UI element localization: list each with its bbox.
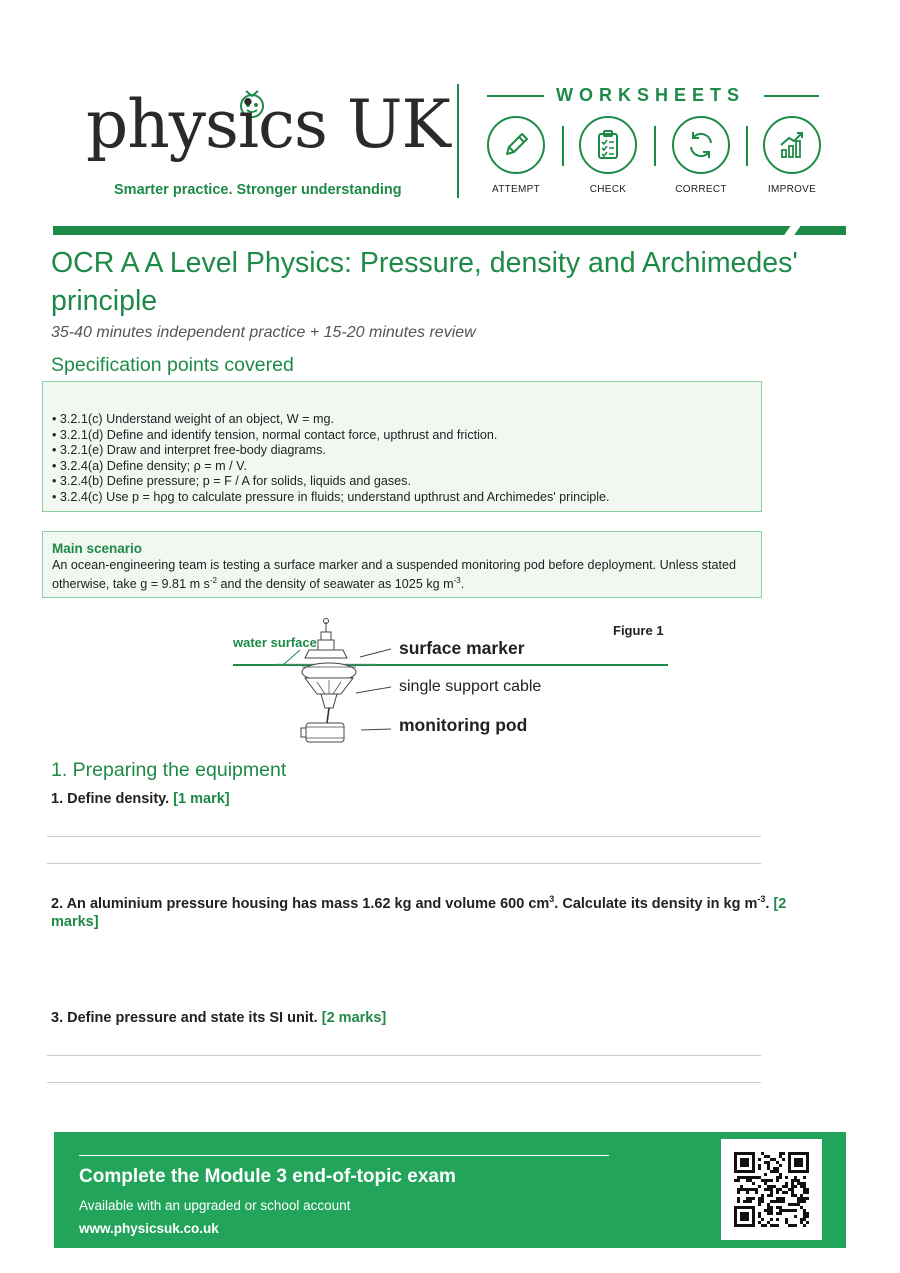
scenario-text xyxy=(52,557,752,592)
answer-line[interactable] xyxy=(47,1055,761,1056)
step-divider xyxy=(562,126,564,166)
water-surface-label: water surface xyxy=(233,635,317,650)
answer-line[interactable] xyxy=(47,1082,761,1083)
logo-text: physics UK xyxy=(86,86,450,163)
question-1 xyxy=(51,791,230,807)
worksheets-title: WORKSHEETS xyxy=(556,85,746,105)
step-label-check: CHECK xyxy=(589,184,627,195)
clipboard-check-icon xyxy=(591,128,625,162)
scenario-sup: -2 xyxy=(209,576,217,585)
figure-caption: Figure 1 xyxy=(613,623,664,638)
worksheets-rule-right xyxy=(764,95,819,97)
step-label-attempt: ATTEMPT xyxy=(491,184,541,195)
scenario-text-part: . xyxy=(460,577,465,592)
question-text: 3. Define pressure and state its SI unit. xyxy=(51,1010,322,1026)
qr-code[interactable] xyxy=(721,1139,822,1240)
step-attempt xyxy=(487,116,545,174)
scenario-title: Main scenario xyxy=(52,541,143,556)
page-title: OCR A A Level Physics: Pressure, density and Archimedes' principle xyxy=(51,247,798,317)
footer-subtitle: Available with an upgraded or school account xyxy=(79,1198,351,1213)
scenario-text-part: and the density of seawater as 1025 kg m xyxy=(216,577,454,592)
step-correct xyxy=(672,116,730,174)
step-label-improve: IMPROVE xyxy=(767,184,817,195)
spec-heading: Specification points covered xyxy=(51,354,294,376)
question-sup: -3 xyxy=(757,894,766,904)
tagline: Smarter practice. Stronger understanding xyxy=(114,182,402,198)
footer-url-link[interactable]: www.physicsuk.co.uk xyxy=(79,1221,219,1236)
question-2 xyxy=(51,890,826,931)
worksheets-rule-left xyxy=(487,95,544,97)
scenario-box xyxy=(42,531,762,598)
question-text: . xyxy=(765,895,774,912)
cable-label: single support cable xyxy=(399,678,542,695)
pod-label: monitoring pod xyxy=(399,715,528,735)
spec-item: • 3.2.4(b) Define pressure; p = F / A for solids, liquids and gases. xyxy=(52,474,411,489)
step-divider xyxy=(746,126,748,166)
scenario-text-part: An ocean-engineering team is testing a surface marker and a suspended monitoring pod before deployment. Unless stated otherwise, take g = 9.81 m s xyxy=(52,558,736,592)
step-divider xyxy=(654,126,656,166)
question-text: . Calculate its density in kg m xyxy=(554,895,758,912)
pencil-icon xyxy=(499,128,533,162)
marks-badge: [1 mark] xyxy=(173,791,230,807)
spec-item: • 3.2.1(c) Understand weight of an object, W = mg. xyxy=(52,412,334,426)
header-divider xyxy=(457,84,459,198)
spec-box xyxy=(42,381,762,512)
question-sup: 3 xyxy=(549,894,555,904)
page-subtitle: 35-40 minutes independent practice + 15-20 minutes review xyxy=(51,324,476,341)
footer-rule xyxy=(79,1155,609,1156)
answer-line[interactable] xyxy=(47,863,761,864)
question-3 xyxy=(51,1010,386,1026)
answer-space[interactable] xyxy=(47,935,761,995)
footer-title[interactable]: Complete the Module 3 end-of-topic exam xyxy=(79,1166,456,1187)
spec-item: • 3.2.1(e) Draw and interpret free-body diagrams. xyxy=(52,443,326,458)
spec-item: • 3.2.1(d) Define and identify tension, normal contact force, upthrust and friction. xyxy=(52,427,498,442)
step-improve xyxy=(763,116,821,174)
question-text: 1. Define density. xyxy=(51,791,174,807)
step-check xyxy=(579,116,637,174)
question-text: 2. An aluminium pressure housing has mass 1.62 kg and volume 600 cm xyxy=(51,895,550,912)
spec-item: • 3.2.4(c) Use p = hρg to calculate pressure in fluids; understand upthrust and Archimedes' principle. xyxy=(52,489,610,504)
qr-code-icon xyxy=(721,1139,822,1240)
spec-item: • 3.2.4(a) Define density; ρ = m / V. xyxy=(52,458,247,473)
answer-line[interactable] xyxy=(47,836,761,837)
surface-marker-label: surface marker xyxy=(399,638,525,658)
header-band xyxy=(53,226,846,235)
section-heading: 1. Preparing the equipment xyxy=(51,759,287,781)
marks-badge: [2 marks] xyxy=(321,1010,387,1026)
marks-badge: [2 marks] xyxy=(51,895,787,930)
growth-chart-icon xyxy=(775,128,809,162)
scenario-sup: -3 xyxy=(453,576,461,585)
step-label-correct: CORRECT xyxy=(675,184,727,195)
refresh-arrows-icon xyxy=(684,128,718,162)
